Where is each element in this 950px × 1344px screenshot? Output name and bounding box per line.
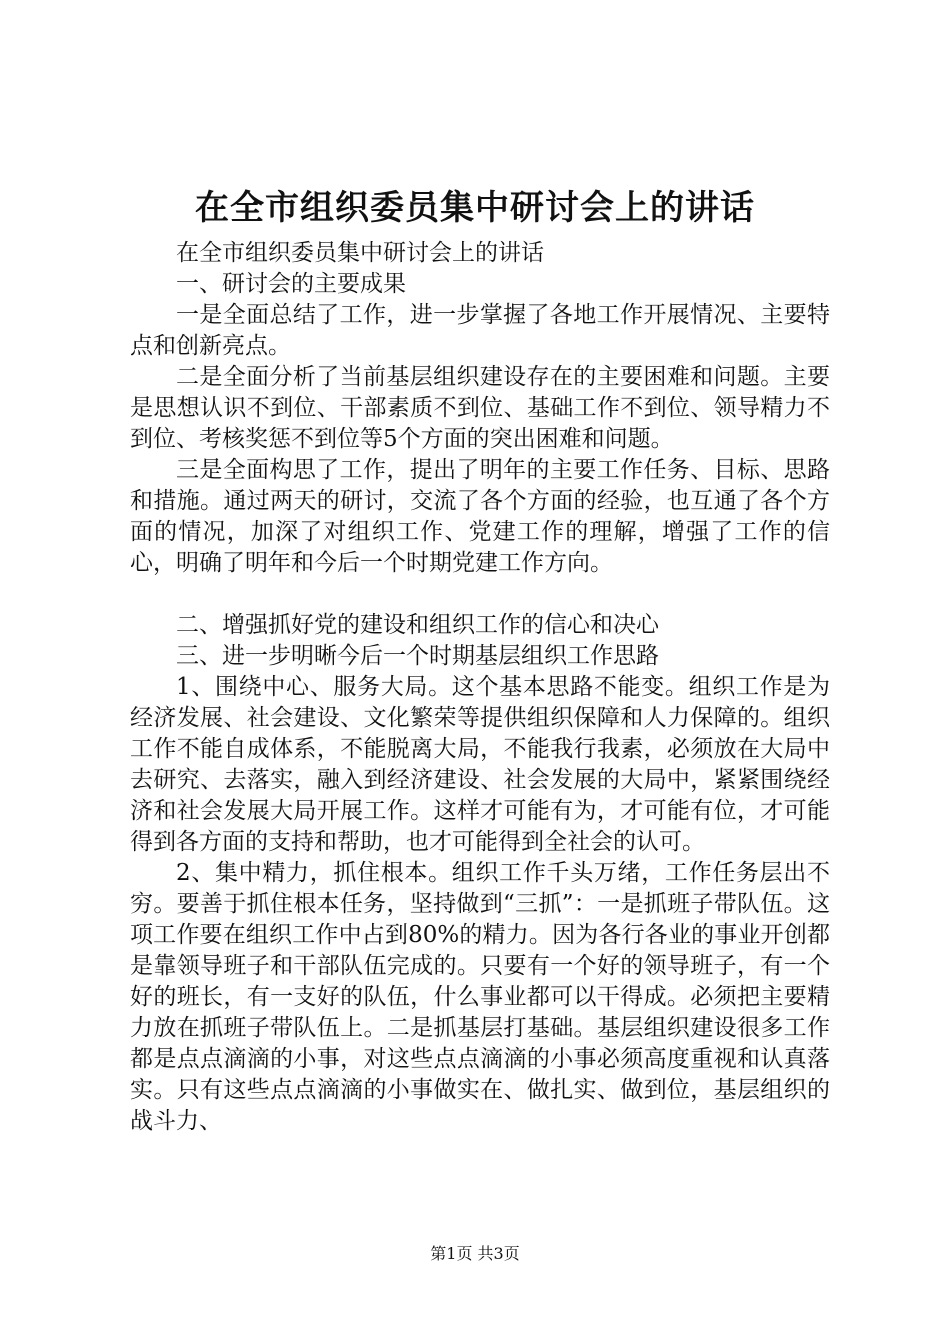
- document-body: [130, 238, 830, 1137]
- body-paragraph: 二是全面分析了当前基层组织建设存在的主要困难和问题。主要是思想认识不到位、干部素质不到位、基础工作不到位、领导精力不到位、考核奖惩不到位等5个方面的突出困难和问题。: [130, 364, 830, 452]
- section-heading-3: 三、进一步明晰今后一个时期基层组织工作思路: [176, 643, 659, 669]
- page-footer: 第1页 共3页: [430, 1244, 520, 1263]
- body-paragraph: 一是全面总结了工作，进一步掌握了各地工作开展情况、主要特点和创新亮点。: [130, 302, 830, 359]
- section-heading-1: 一、研讨会的主要成果: [176, 271, 406, 297]
- subtitle-paragraph: 在全市组织委员集中研讨会上的讲话: [176, 240, 544, 266]
- body-paragraph: 2、集中精力，抓住根本。组织工作千头万绪，工作任务层出不穷。要善于抓住根本任务，坚持做到“三抓”：一是抓班子带队伍。这项工作要在组织工作中占到80%的精力。因为各行各业的事业开创都是靠领导班子和干部队伍完成的。只要有一个好的领导班子，有一个好的班长，有一支好的队伍，什么事业都可以干得成。必须把主要精力放在抓班子带队伍上。二是抓基层打基础。基层组织建设很多工作都是点点滴滴的小事，对这些点点滴滴的小事必须高度重视和认真落实。只有这些点点滴滴的小事做实在、做扎实、做到位，基层组织的战斗力、: [130, 860, 830, 1134]
- body-paragraph: 1、围绕中心、服务大局。这个基本思路不能变。组织工作是为经济发展、社会建设、文化繁荣等提供组织保障和人力保障的。组织工作不能自成体系，不能脱离大局，不能我行我素，必须放在大局中去研究、去落实，融入到经济建设、社会发展的大局中，紧紧围绕经济和社会发展大局开展工作。这样才可能有为，才可能有位，才可能得到各方面的支持和帮助，也才可能得到全社会的认可。: [130, 674, 830, 855]
- body-paragraph: 三是全面构思了工作，提出了明年的主要工作任务、目标、思路和措施。通过两天的研讨，交流了各个方面的经验，也互通了各个方面的情况，加深了对组织工作、党建工作的理解，增强了工作的信心，明确了明年和今后一个时期党建工作方向。: [130, 457, 830, 576]
- section-heading-2: 二、增强抓好党的建设和组织工作的信心和决心: [176, 612, 659, 638]
- document-title: 在全市组织委员集中研讨会上的讲话: [195, 188, 755, 228]
